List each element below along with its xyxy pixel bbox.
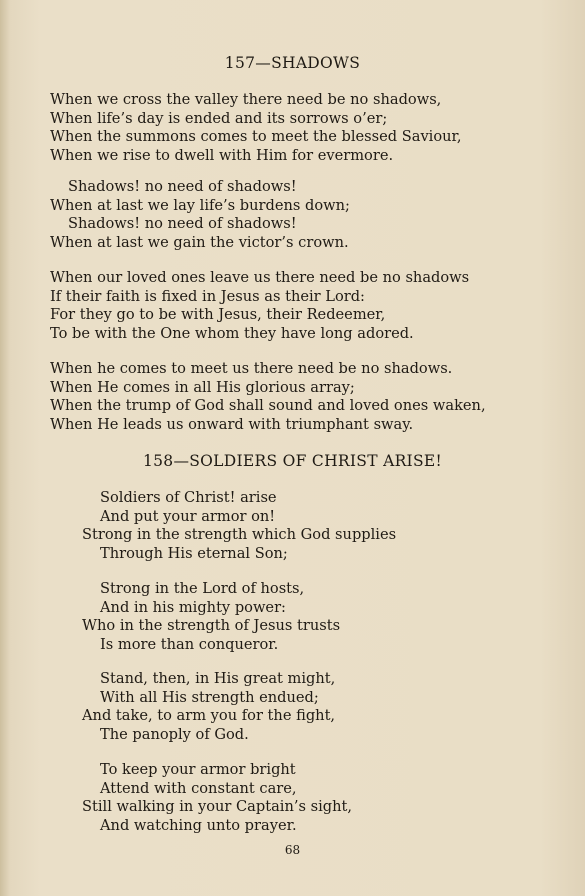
verse-line: Through His eternal Son; — [100, 544, 288, 562]
verse-line: Who in the strength of Jesus trusts — [82, 617, 341, 634]
verse-line: When He leads us onward with triumphant sway. — [50, 415, 414, 433]
verse-line: When at last we gain the victor’s crown. — [50, 233, 349, 251]
verse-line: For they go to be with Jesus, their Redeemer, — [50, 306, 386, 323]
page-number: 68 — [284, 843, 301, 857]
verse-line: When we cross the valley there need be no shadows, — [50, 91, 442, 108]
verse-line: With all His strength endued; — [100, 688, 319, 706]
verse-line: When the summons comes to meet the blessed Saviour, — [50, 128, 462, 145]
verse-line: When the trump of God shall sound and loved ones waken, — [50, 397, 486, 414]
hymn-157-title: 157—SHADOWS — [224, 54, 361, 72]
verse-line: When he comes to meet us there need be no shadows. — [50, 360, 453, 377]
hymn-157-stanza-1 — [50, 91, 462, 165]
hymn-158-stanza-2 — [50, 580, 340, 654]
verse-line: Still walking in your Captain’s sight, — [82, 798, 353, 815]
hymn-157-stanza-3 — [50, 360, 486, 434]
verse-line: When our loved ones leave us there need be no shadows — [50, 269, 470, 286]
verse-line: The panoply of God. — [100, 725, 249, 743]
verse-line: Is more than conqueror. — [100, 635, 279, 653]
verse-line: And put your armor on! — [100, 507, 276, 525]
hymn-158-title: 158—SOLDIERS OF CHRIST ARISE! — [142, 452, 443, 470]
hymn-158-stanza-3 — [50, 670, 335, 744]
verse-line: Soldiers of Christ! arise — [100, 489, 277, 506]
verse-line: When He comes in all His glorious array; — [50, 378, 355, 396]
verse-line: Strong in the Lord of hosts, — [100, 580, 305, 597]
verse-line: To keep your armor bright — [100, 761, 296, 778]
verse-line: When life’s day is ended and its sorrows o’er; — [50, 109, 388, 127]
hymn-157-stanza-2 — [50, 269, 469, 343]
verse-line: Stand, then, in His great might, — [100, 670, 336, 687]
verse-line: Shadows! no need of shadows! — [68, 215, 297, 232]
verse-line: If their faith is fixed in Jesus as their Lord: — [50, 287, 365, 305]
verse-line: Strong in the strength which God supplies — [82, 526, 397, 543]
verse-line: And in his mighty power: — [100, 598, 286, 616]
verse-line: When we rise to dwell with Him for evermore. — [50, 146, 394, 164]
verse-line: And take, to arm you for the fight, — [82, 707, 336, 724]
verse-line: And watching unto prayer. — [100, 816, 297, 834]
verse-line: Attend with constant care, — [100, 779, 297, 797]
hymn-158-stanza-4 — [50, 761, 352, 835]
verse-line: When at last we lay life’s burdens down; — [50, 196, 350, 214]
hymn-158-stanza-1 — [50, 489, 396, 563]
verse-line: To be with the One whom they have long adored. — [50, 324, 414, 342]
verse-line: Shadows! no need of shadows! — [68, 178, 297, 195]
hymn-157-chorus — [50, 178, 350, 252]
